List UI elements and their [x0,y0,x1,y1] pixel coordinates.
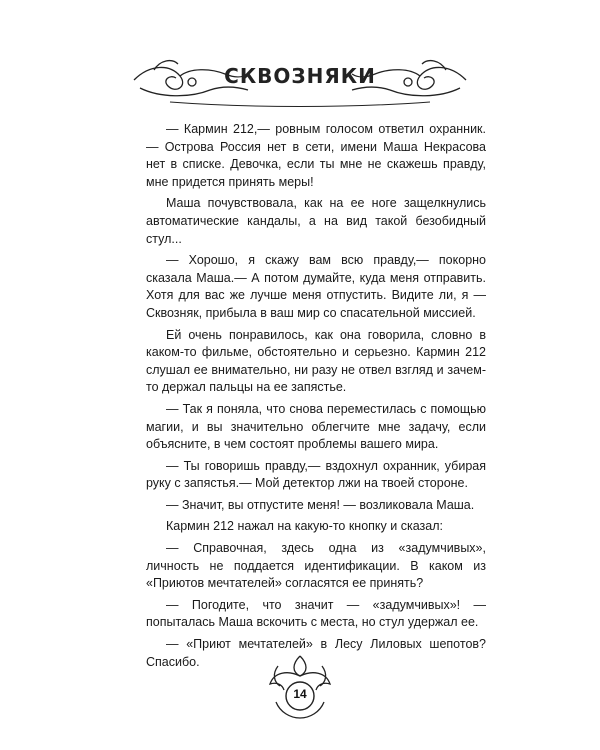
paragraph: Маша почувствовала, как на ее ноге защелкнулись автоматические кандалы, а на вид такой безобидный стул... [146,196,486,246]
paragraph: — Погодите, что значит — «задумчивых»! — попыталась Маша вскочить с места, но стул удержал ее. [146,597,486,630]
paragraph: — Так я поняла, что снова переместилась с помощью магии, и вы значительно облегчите мне задачу, если объясните, в чем состоят проблемы вашего мира. [146,401,486,452]
paragraph: — «Приют мечтателей» в Лесу Лиловых шепотов? Спасибо. [146,637,486,669]
paragraph: Кармин 212 нажал на какую-то кнопку и сказал: [166,519,443,534]
running-header [130,50,470,110]
paragraph: — Хорошо, я скажу вам всю правду,— покорно сказала Маша.— А потом думайте, куда меня отправить. Хотя для вас же лучше меня отпустить. Видите ли, я — Сквозняк, прибыла в ваш мир со спасательной миссией. [146,253,486,320]
page-number: 14 [293,687,307,701]
paragraph: — Кармин 212,— ровным голосом ответил охранник.— Острова Россия нет в сети, имени Маша Некрасова нет в списке. Девочка, если ты мне не скажешь правду, мне придется принять меры! [146,122,486,189]
paragraph: — Справочная, здесь одна из «задумчивых», личность не поддается идентификации. В каком из «Приютов мечтателей» согласятся ее принять? [146,541,486,591]
running-title: СКВОЗНЯКИ [224,64,376,88]
body-text [146,121,486,675]
paragraph: Ей очень понравилось, как она говорила, словно в каком-то фильме, обстоятельно и серьезно. Кармин 212 слушал ее внимательно, ни разу не отвел взгляд и зачем-то держал пальцы на ее запястье. [146,327,486,395]
paragraph: — Значит, вы отпустите меня! — возликовала Маша. [166,497,475,512]
paragraph: — Ты говоришь правду,— вздохнул охранник, убирая руку с запястья.— Мой детектор лжи на твоей стороне. [146,458,486,491]
page-number-ornament [262,652,338,722]
